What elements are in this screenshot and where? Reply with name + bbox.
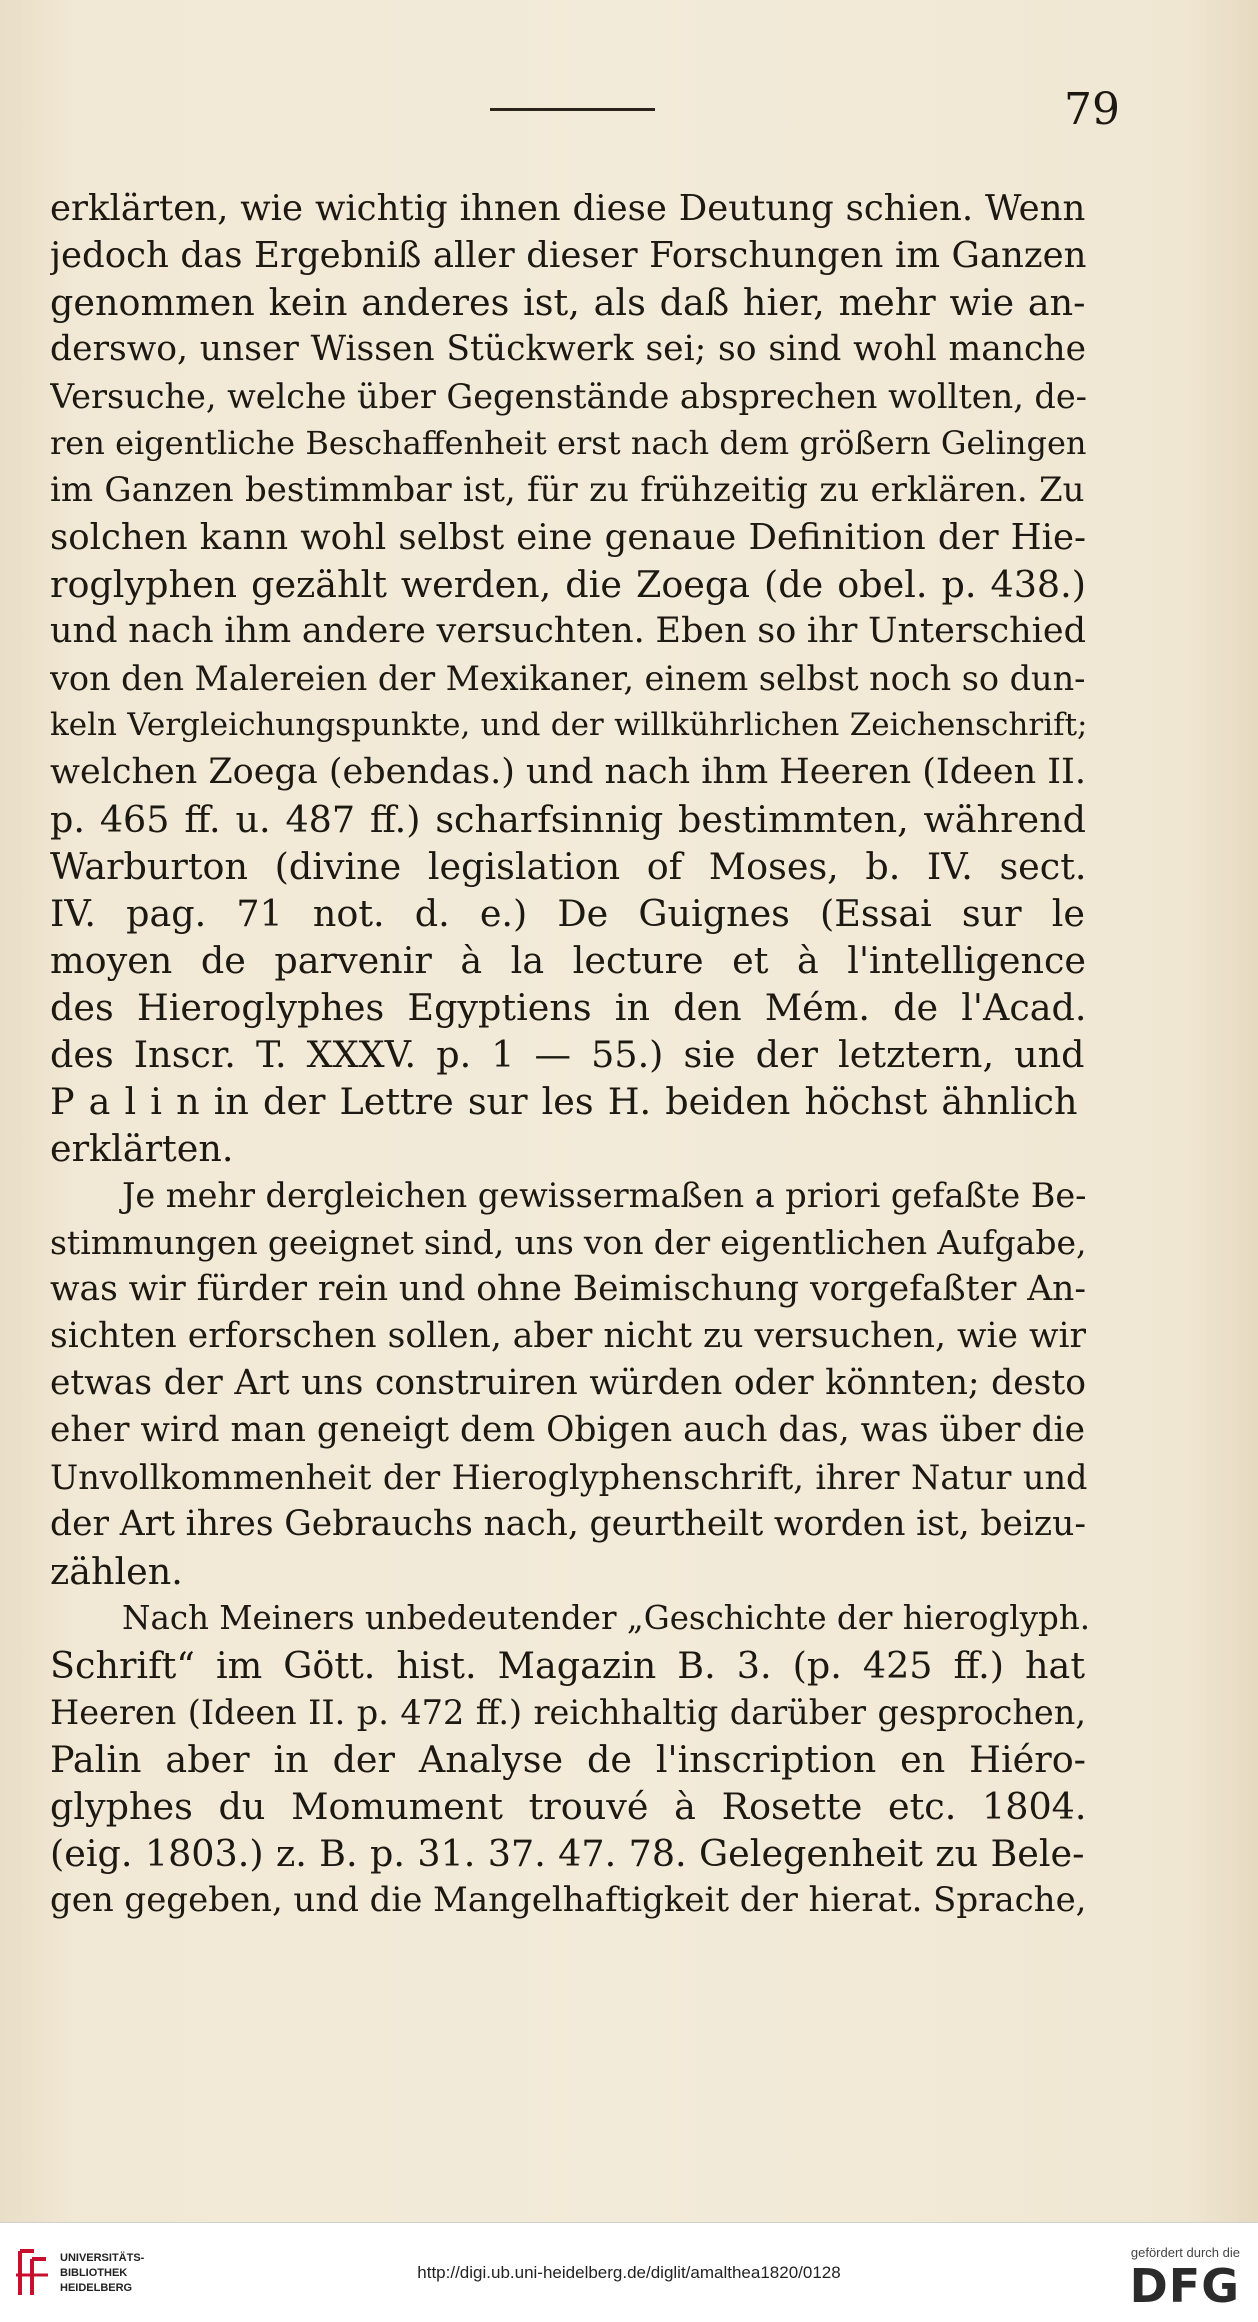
text-line: was wir fürder rein und ohne Beimischung vorgefaßter An- xyxy=(50,1269,1086,1309)
text-line: stimmungen geeignet sind, uns von der eigentlichen Aufgabe, xyxy=(50,1223,1087,1262)
text-line: welchen Zoega (ebendas.) und nach ihm Heeren (Ideen II. xyxy=(50,752,1086,792)
text-line: keln Vergleichungspunkte, und der willkührlichen Zeichenschrift; xyxy=(50,707,1088,743)
text-line: Heeren (Ideen II. p. 472 ff.) reichhaltig darüber gesprochen, xyxy=(50,1693,1086,1732)
library-name-line: BIBLIOTHEK xyxy=(60,2267,128,2279)
header-rule xyxy=(490,108,655,111)
text-line: moyen de parvenir à la lecture et à l'intelligence xyxy=(50,939,1086,982)
body-text xyxy=(50,185,1090,1924)
text-line: Schrift“ im Gött. hist. Magazin B. 3. (p. 425 ff.) hat xyxy=(50,1644,1085,1687)
text-line: von den Malereien der Mexikaner, einem selbst noch so dun- xyxy=(50,659,1086,698)
text-line: jedoch das Ergebniß aller dieser Forschungen im Ganzen xyxy=(50,235,1087,276)
text-line: sichten erforschen sollen, aber nicht zu versuchen, wie wir xyxy=(50,1316,1086,1356)
text-line: eher wird man geneigt dem Obigen auch das, was über die xyxy=(50,1410,1085,1450)
text-line: erklärten. xyxy=(50,1127,234,1170)
funded-by-label: gefördert durch die xyxy=(1130,2245,1240,2260)
text-line: Warburton (divine legislation of Moses, b. IV. sect. xyxy=(50,845,1087,888)
text-line: Je mehr dergleichen gewissermaßen a priori gefaßte Be- xyxy=(122,1176,1087,1215)
text-line: IV. pag. 71 not. d. e.) De Guignes (Essai sur le xyxy=(50,892,1085,935)
text-line: p. 465 ff. u. 487 ff.) scharfsinnig bestimmten, während xyxy=(50,798,1086,841)
text-line: im Ganzen bestimmbar ist, für zu frühzeitig zu erklären. Zu xyxy=(50,470,1085,510)
text-line: des Hieroglyphes Egyptiens in den Mém. de l'Acad. xyxy=(50,986,1087,1029)
text-line: (eig. 1803.) z. B. p. 31. 37. 47. 78. Gelegenheit zu Bele- xyxy=(50,1832,1085,1875)
text-line: Unvollkommenheit der Hieroglyphenschrift, ihrer Natur und xyxy=(50,1458,1088,1497)
text-line: gen gegeben, und die Mangelhaftigkeit der hierat. Sprache, xyxy=(50,1880,1087,1920)
text-line: Nach Meiners unbedeutender „Geschichte der hieroglyph. xyxy=(122,1599,1090,1637)
text-line: der Art ihres Gebrauchs nach, geurtheilt worden ist, beizu- xyxy=(50,1504,1086,1544)
text-line: erklärten, wie wichtig ihnen diese Deutung schien. Wenn xyxy=(50,188,1086,229)
dfg-logo: DFG xyxy=(1129,2259,1240,2313)
text-line: ren eigentliche Beschaffenheit erst nach dem größern Gelingen xyxy=(50,424,1087,462)
text-line: und nach ihm andere versuchten. Eben so ihr Unterschied xyxy=(50,611,1086,651)
text-line: roglyphen gezählt werden, die Zoega (de obel. p. 438.) xyxy=(50,563,1086,606)
page-number: 79 xyxy=(1064,84,1120,135)
text-line: genommen kein anderes ist, als daß hier, mehr wie an- xyxy=(50,281,1086,324)
text-line: Palin aber in der Analyse de l'inscription en Hiéro- xyxy=(50,1738,1086,1781)
text-line: Versuche, welche über Gegenstände absprechen wollten, de- xyxy=(50,377,1087,416)
text-line: derswo, unser Wissen Stückwerk sei; so sind wohl manche xyxy=(50,329,1086,369)
text-line: etwas der Art uns construiren würden oder könnten; desto xyxy=(50,1363,1086,1403)
library-name-line: UNIVERSITÄTS- xyxy=(60,2252,145,2264)
text-line: zählen. xyxy=(50,1550,183,1593)
text-line: solchen kann wohl selbst eine genaue Definition der Hie- xyxy=(50,517,1086,558)
text-line: glyphes du Momument trouvé à Rosette etc. 1804. xyxy=(50,1785,1087,1828)
text-line: des Inscr. T. XXXV. p. 1 — 55.) sie der letztern, und xyxy=(50,1033,1085,1076)
footer-bar xyxy=(0,2222,1258,2322)
source-url[interactable]: http://digi.ub.uni-heidelberg.de/diglit/amalthea1820/0128 xyxy=(417,2263,841,2282)
library-name-line: HEIDELBERG xyxy=(60,2282,133,2294)
text-line: P a l i n in der Lettre sur les H. beiden höchst ähnlich xyxy=(50,1080,1078,1123)
